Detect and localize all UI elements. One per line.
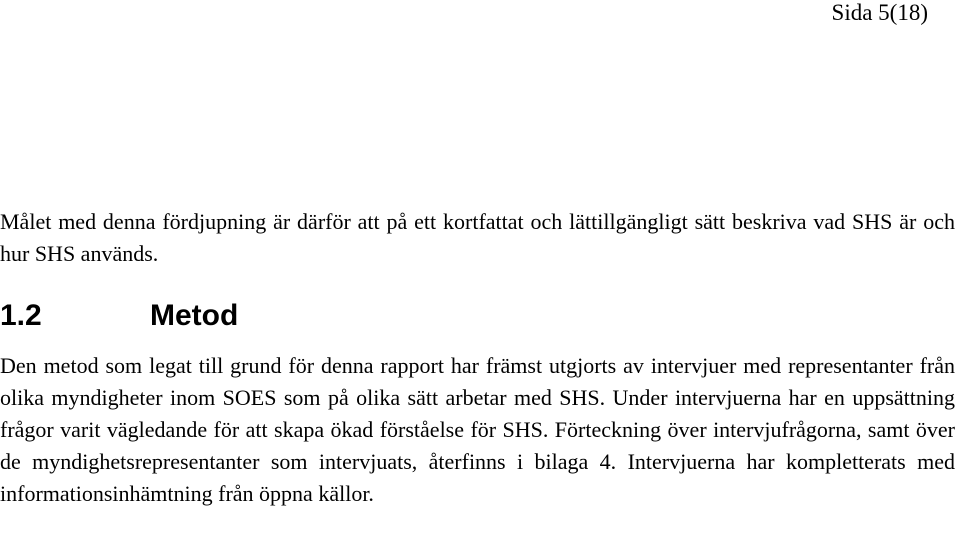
intro-paragraph: Målet med denna fördjupning är därför att på ett kortfattat och lättillgängligt sätt beskriva vad SHS är och hur SHS används. [0,209,955,266]
section-heading [0,296,238,336]
page-number: Sida 5(18) [831,0,928,25]
method-paragraph: Den metod som legat till grund för denna rapport har främst utgjorts av intervjuer med representanter från olika myndigheter inom SOES som på olika sätt arbetar med SHS. Under intervjuerna har en uppsättning frågor varit vägledande för att skapa ökad förståelse för SHS. Förteckning över intervjufrågorna, samt över de myndighetsrepresentanter som intervjuats, återfinns i bilaga 4. Intervjuerna har kompletterats med informationsinhämtning från öppna källor. [0,353,955,506]
section-title: Metod [150,299,239,332]
section-number: 1.2 [0,299,42,332]
